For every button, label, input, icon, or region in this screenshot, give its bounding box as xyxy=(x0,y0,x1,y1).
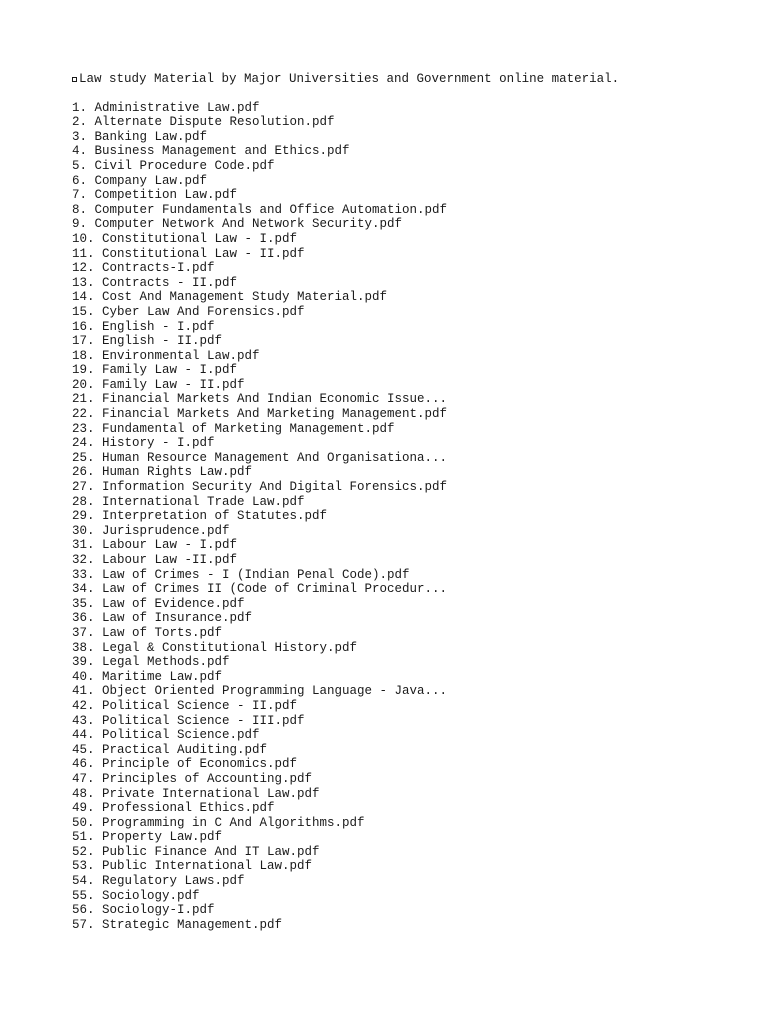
checkbox-bullet-icon xyxy=(72,77,77,82)
file-list-item: 4. Business Management and Ethics.pdf xyxy=(72,144,350,159)
file-list-item: 19. Family Law - I.pdf xyxy=(72,363,238,378)
file-list-item: 31. Labour Law - I.pdf xyxy=(72,538,238,553)
file-list-item: 24. History - I.pdf xyxy=(72,436,215,451)
file-list-item: 16. English - I.pdf xyxy=(72,319,215,334)
file-list-item: 56. Sociology-I.pdf xyxy=(72,903,215,918)
file-list-item: 8. Computer Fundamentals and Office Automation.pdf xyxy=(72,202,448,217)
file-list-item: 18. Environmental Law.pdf xyxy=(72,348,260,363)
file-list-item: 1. Administrative Law.pdf xyxy=(72,100,260,115)
file-list-item: 57. Strategic Management.pdf xyxy=(72,917,283,932)
file-list-item: 12. Contracts-I.pdf xyxy=(72,261,215,276)
file-list-item: 46. Principle of Economics.pdf xyxy=(72,757,298,772)
file-list-item: 22. Financial Markets And Marketing Management.pdf xyxy=(72,407,448,422)
file-list-item: 53. Public International Law.pdf xyxy=(72,859,313,874)
file-list-item: 38. Legal & Constitutional History.pdf xyxy=(72,640,358,655)
heading-text: Law study Material by Major Universities and Government online material. xyxy=(79,72,620,86)
file-list-item: 40. Maritime Law.pdf xyxy=(72,669,223,684)
file-list-item: 20. Family Law - II.pdf xyxy=(72,377,245,392)
file-list-item: 10. Constitutional Law - I.pdf xyxy=(72,231,298,246)
file-list-item: 5. Civil Procedure Code.pdf xyxy=(72,158,275,173)
file-list-item: 50. Programming in C And Algorithms.pdf xyxy=(72,815,365,830)
file-list-item: 23. Fundamental of Marketing Management.pdf xyxy=(72,421,395,436)
file-list-item: 55. Sociology.pdf xyxy=(72,888,200,903)
file-list-item: 35. Law of Evidence.pdf xyxy=(72,596,245,611)
file-list-item: 32. Labour Law -II.pdf xyxy=(72,553,238,567)
file-list-item: 49. Professional Ethics.pdf xyxy=(72,801,275,816)
file-list-item: 13. Contracts - II.pdf xyxy=(72,275,238,290)
file-list-item: 44. Political Science.pdf xyxy=(72,728,260,743)
file-list-item: 28. International Trade Law.pdf xyxy=(72,494,305,509)
file-list xyxy=(72,101,752,933)
file-list-item: 21. Financial Markets And Indian Economic Issue... xyxy=(72,392,448,407)
file-list-item: 43. Political Science - III.pdf xyxy=(72,713,305,728)
file-list-item: 45. Practical Auditing.pdf xyxy=(72,742,268,757)
document-body xyxy=(72,72,752,932)
file-list-item: 42. Political Science - II.pdf xyxy=(72,698,298,713)
file-list-item: 47. Principles of Accounting.pdf xyxy=(72,771,313,786)
file-list-item: 39. Legal Methods.pdf xyxy=(72,655,230,670)
file-list-item: 6. Company Law.pdf xyxy=(72,173,208,188)
file-list-item: 26. Human Rights Law.pdf xyxy=(72,465,253,480)
file-list-item: 33. Law of Crimes - I (Indian Penal Code).pdf xyxy=(72,567,410,582)
document-heading xyxy=(72,72,752,87)
file-list-item: 30. Jurisprudence.pdf xyxy=(72,523,230,538)
file-list-item: 37. Law of Torts.pdf xyxy=(72,625,223,640)
file-list-item: 54. Regulatory Laws.pdf xyxy=(72,874,245,889)
file-list-item: 17. English - II.pdf xyxy=(72,334,223,349)
file-list-item: 52. Public Finance And IT Law.pdf xyxy=(72,844,320,859)
file-list-item: 14. Cost And Management Study Material.pdf xyxy=(72,290,388,305)
file-list-item: 25. Human Resource Management And Organisationa... xyxy=(72,450,448,465)
file-list-item: 9. Computer Network And Network Security.pdf xyxy=(72,217,403,232)
file-list-item: 29. Interpretation of Statutes.pdf xyxy=(72,509,328,524)
file-list-item: 41. Object Oriented Programming Language - Java... xyxy=(72,684,448,699)
file-list-item: 7. Competition Law.pdf xyxy=(72,188,238,203)
file-list-item: 34. Law of Crimes II (Code of Criminal Procedur... xyxy=(72,582,448,597)
file-list-item: 11. Constitutional Law - II.pdf xyxy=(72,246,305,261)
file-list-item: 2. Alternate Dispute Resolution.pdf xyxy=(72,115,335,130)
file-list-item: 51. Property Law.pdf xyxy=(72,830,223,845)
file-list-item: 27. Information Security And Digital Forensics.pdf xyxy=(72,480,448,495)
file-list-item: 36. Law of Insurance.pdf xyxy=(72,611,253,626)
file-list-item: 48. Private International Law.pdf xyxy=(72,786,320,801)
file-list-item: 3. Banking Law.pdf xyxy=(72,129,208,144)
file-list-item: 15. Cyber Law And Forensics.pdf xyxy=(72,304,305,319)
